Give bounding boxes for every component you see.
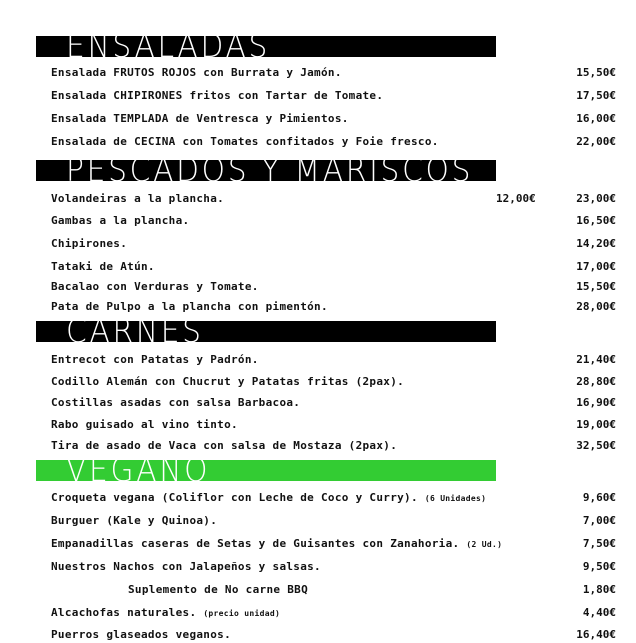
menu-item: Puerros glaseados veganos. [51,628,231,641]
item-price: 28,00€ [576,300,616,313]
item-price: 14,20€ [576,237,616,250]
item-price: 16,90€ [576,396,616,409]
item-price: 15,50€ [576,66,616,79]
item-price: 17,50€ [576,89,616,102]
section-banner-ensaladas [36,26,496,65]
menu-item [51,537,502,552]
item-name: Empanadillas caseras de Setas y de Guisantes con Zanahoria. [51,537,460,550]
item-price-half: 12,00€ [496,192,536,205]
menu-item: Ensalada FRUTOS ROJOS con Burrata y Jamón. [51,66,342,79]
item-price: 17,00€ [576,260,616,273]
menu-item: Tira de asado de Vaca con salsa de Mostaza (2pax). [51,439,398,452]
menu-item: Chipirones. [51,237,128,250]
menu-item [51,606,280,621]
section-banner-pescados [36,150,496,189]
menu-item: Costillas asadas con salsa Barbacoa. [51,396,301,409]
menu-item: Burguer (Kale y Quinoa). [51,514,218,527]
item-price: 1,80€ [582,583,616,596]
section-title: ENSALADAS [66,26,271,65]
item-price: 16,00€ [576,112,616,125]
menu-item: Bacalao con Verduras y Tomate. [51,280,259,293]
item-name: Alcachofas naturales. [51,606,197,619]
item-note: (6 Unidades) [424,494,487,503]
item-price: 9,50€ [582,560,616,573]
item-note: (2 Ud.) [466,540,503,549]
menu-item: Tataki de Atún. [51,260,155,273]
menu-item [51,491,486,506]
item-price: 21,40€ [576,353,616,366]
menu-item: Nuestros Nachos con Jalapeños y salsas. [51,560,321,573]
section-title: CARNES [66,311,204,350]
section-title: PESCADOS Y MARISCOS [66,150,474,189]
menu-item: Suplemento de No carne BBQ [128,583,308,596]
item-note: (precio unidad) [203,609,281,618]
section-title: VEGANO [66,450,211,489]
item-name: Croqueta vegana (Coliflor con Leche de Coco y Curry). [51,491,418,504]
section-banner-carnes [36,311,496,350]
item-price: 4,40€ [582,606,616,619]
item-price: 22,00€ [576,135,616,148]
item-price: 28,80€ [576,375,616,388]
menu-item: Ensalada TEMPLADA de Ventresca y Pimientos. [51,112,349,125]
menu-item: Pata de Pulpo a la plancha con pimentón. [51,300,328,313]
item-price: 9,60€ [582,491,616,504]
menu-item: Ensalada CHIPIRONES fritos con Tartar de Tomate. [51,89,384,102]
item-price: 19,00€ [576,418,616,431]
menu-item: Gambas a la plancha. [51,214,190,227]
item-price: 7,50€ [582,537,616,550]
item-price: 23,00€ [576,192,616,205]
item-price: 16,40€ [576,628,616,641]
menu-item: Rabo guisado al vino tinto. [51,418,238,431]
item-price: 16,50€ [576,214,616,227]
item-price: 32,50€ [576,439,616,452]
menu-item: Codillo Alemán con Chucrut y Patatas fritas (2pax). [51,375,405,388]
menu-item: Entrecot con Patatas y Padrón. [51,353,259,366]
item-price: 15,50€ [576,280,616,293]
menu-item: Volandeiras a la plancha. [51,192,225,205]
menu-item: Ensalada de CECINA con Tomates confitados y Foie fresco. [51,135,439,148]
item-price: 7,00€ [582,514,616,527]
section-banner-vegano [36,450,496,489]
